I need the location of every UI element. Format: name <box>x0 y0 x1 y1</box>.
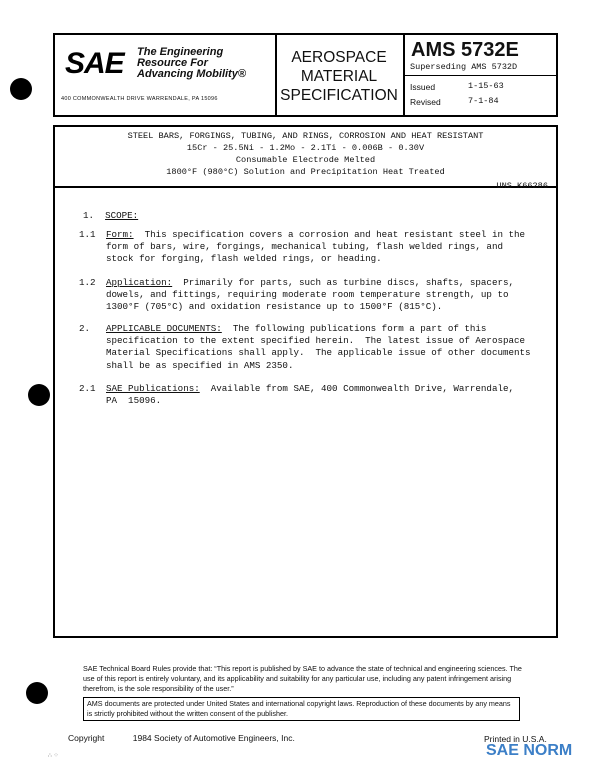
material-title-block <box>53 125 558 191</box>
superseding: Superseding AMS 5732D <box>410 62 518 72</box>
sae-logo: SAE <box>65 47 124 80</box>
section-2-number: 2. <box>79 323 91 334</box>
sae-address: 400 COMMONWEALTH DRIVE WARRENDALE, PA 15096 <box>61 96 218 102</box>
section-1-2: Application: Primarily for parts, such as turbine discs, shafts, spacers, dowels, and fittings, requiring moderate room temperature strength, up to 1300°F (705°C) and oxidation resistance up to 1500°F (815°C). <box>106 277 515 313</box>
uns-number: UNS K66286 <box>496 181 548 191</box>
issued-date: 1-15-63 <box>468 81 504 91</box>
copyright-line: Copyright 1984 Society of Automotive Engineers, Inc. <box>68 733 295 743</box>
document-header <box>53 33 558 117</box>
section-2-1-number: 2.1 <box>79 383 96 394</box>
printed-in: Printed in U.S.A. <box>484 734 547 744</box>
scan-speckle: ∴ ⁘ <box>48 753 59 759</box>
binder-hole-bottom <box>26 682 48 704</box>
section-1-1: Form: This specification covers a corrosion and heat resistant steel in the form of bars, wire, forgings, mechanical tubing, flash welded rings, and stock for forging, flash welded rings, or heading. <box>106 229 526 265</box>
revised-label: Revised <box>410 97 441 107</box>
spec-title: AEROSPACE MATERIAL SPECIFICATION <box>275 35 405 115</box>
binder-hole-middle <box>28 384 50 406</box>
ams-number: AMS 5732E <box>411 39 519 61</box>
section-1-2-number: 1.2 <box>79 277 96 288</box>
title-line-1: STEEL BARS, FORGINGS, TUBING, AND RINGS, CORROSION AND HEAT RESISTANT <box>127 131 484 141</box>
title-line-4: 1800°F (980°C) Solution and Precipitation Heat Treated <box>166 167 445 177</box>
title-line-2: 15Cr - 25.5Ni - 1.2Mo - 2.1Ti - 0.006B - 0.30V <box>186 143 425 153</box>
sae-norm-watermark: SAE NORM <box>486 742 573 759</box>
copyright-notice-box: AMS documents are protected under United States and international copyright laws. Reproduction of these documents by any means is strictly prohibited without the written consent of the publisher. <box>83 697 520 721</box>
revised-date: 7-1-84 <box>468 96 499 106</box>
sae-logo-block <box>55 35 277 115</box>
document-body <box>53 188 558 638</box>
section-1-heading: 1. SCOPE: <box>83 210 139 221</box>
ams-number-block <box>405 35 556 115</box>
section-1-1-number: 1.1 <box>79 229 96 240</box>
section-2: APPLICABLE DOCUMENTS: The following publications form a part of this specification to the extent specified herein. The latest issue of Aerospace Material Specifications shall apply. The applicable issue of other documents shall be as specified in AMS 2350. <box>106 323 531 371</box>
section-2-1: SAE Publications: Available from SAE, 400 Commonwealth Drive, Warrendale, PA 15096. <box>106 383 514 407</box>
binder-hole-top <box>10 78 32 100</box>
issued-label: Issued <box>410 82 436 92</box>
technical-board-notice: SAE Technical Board Rules provide that: “This report is published by SAE to advance the state of technical and engineering sciences. The use of this report is entirely voluntary, and its applicability and suitability for any particular use, including any patent infringement arising therefrom, is the sole responsibility of the user.” <box>83 664 522 693</box>
title-line-3: Consumable Electrode Melted <box>235 155 376 165</box>
sae-tagline: The Engineering Resource For Advancing Mobility® <box>137 46 246 80</box>
